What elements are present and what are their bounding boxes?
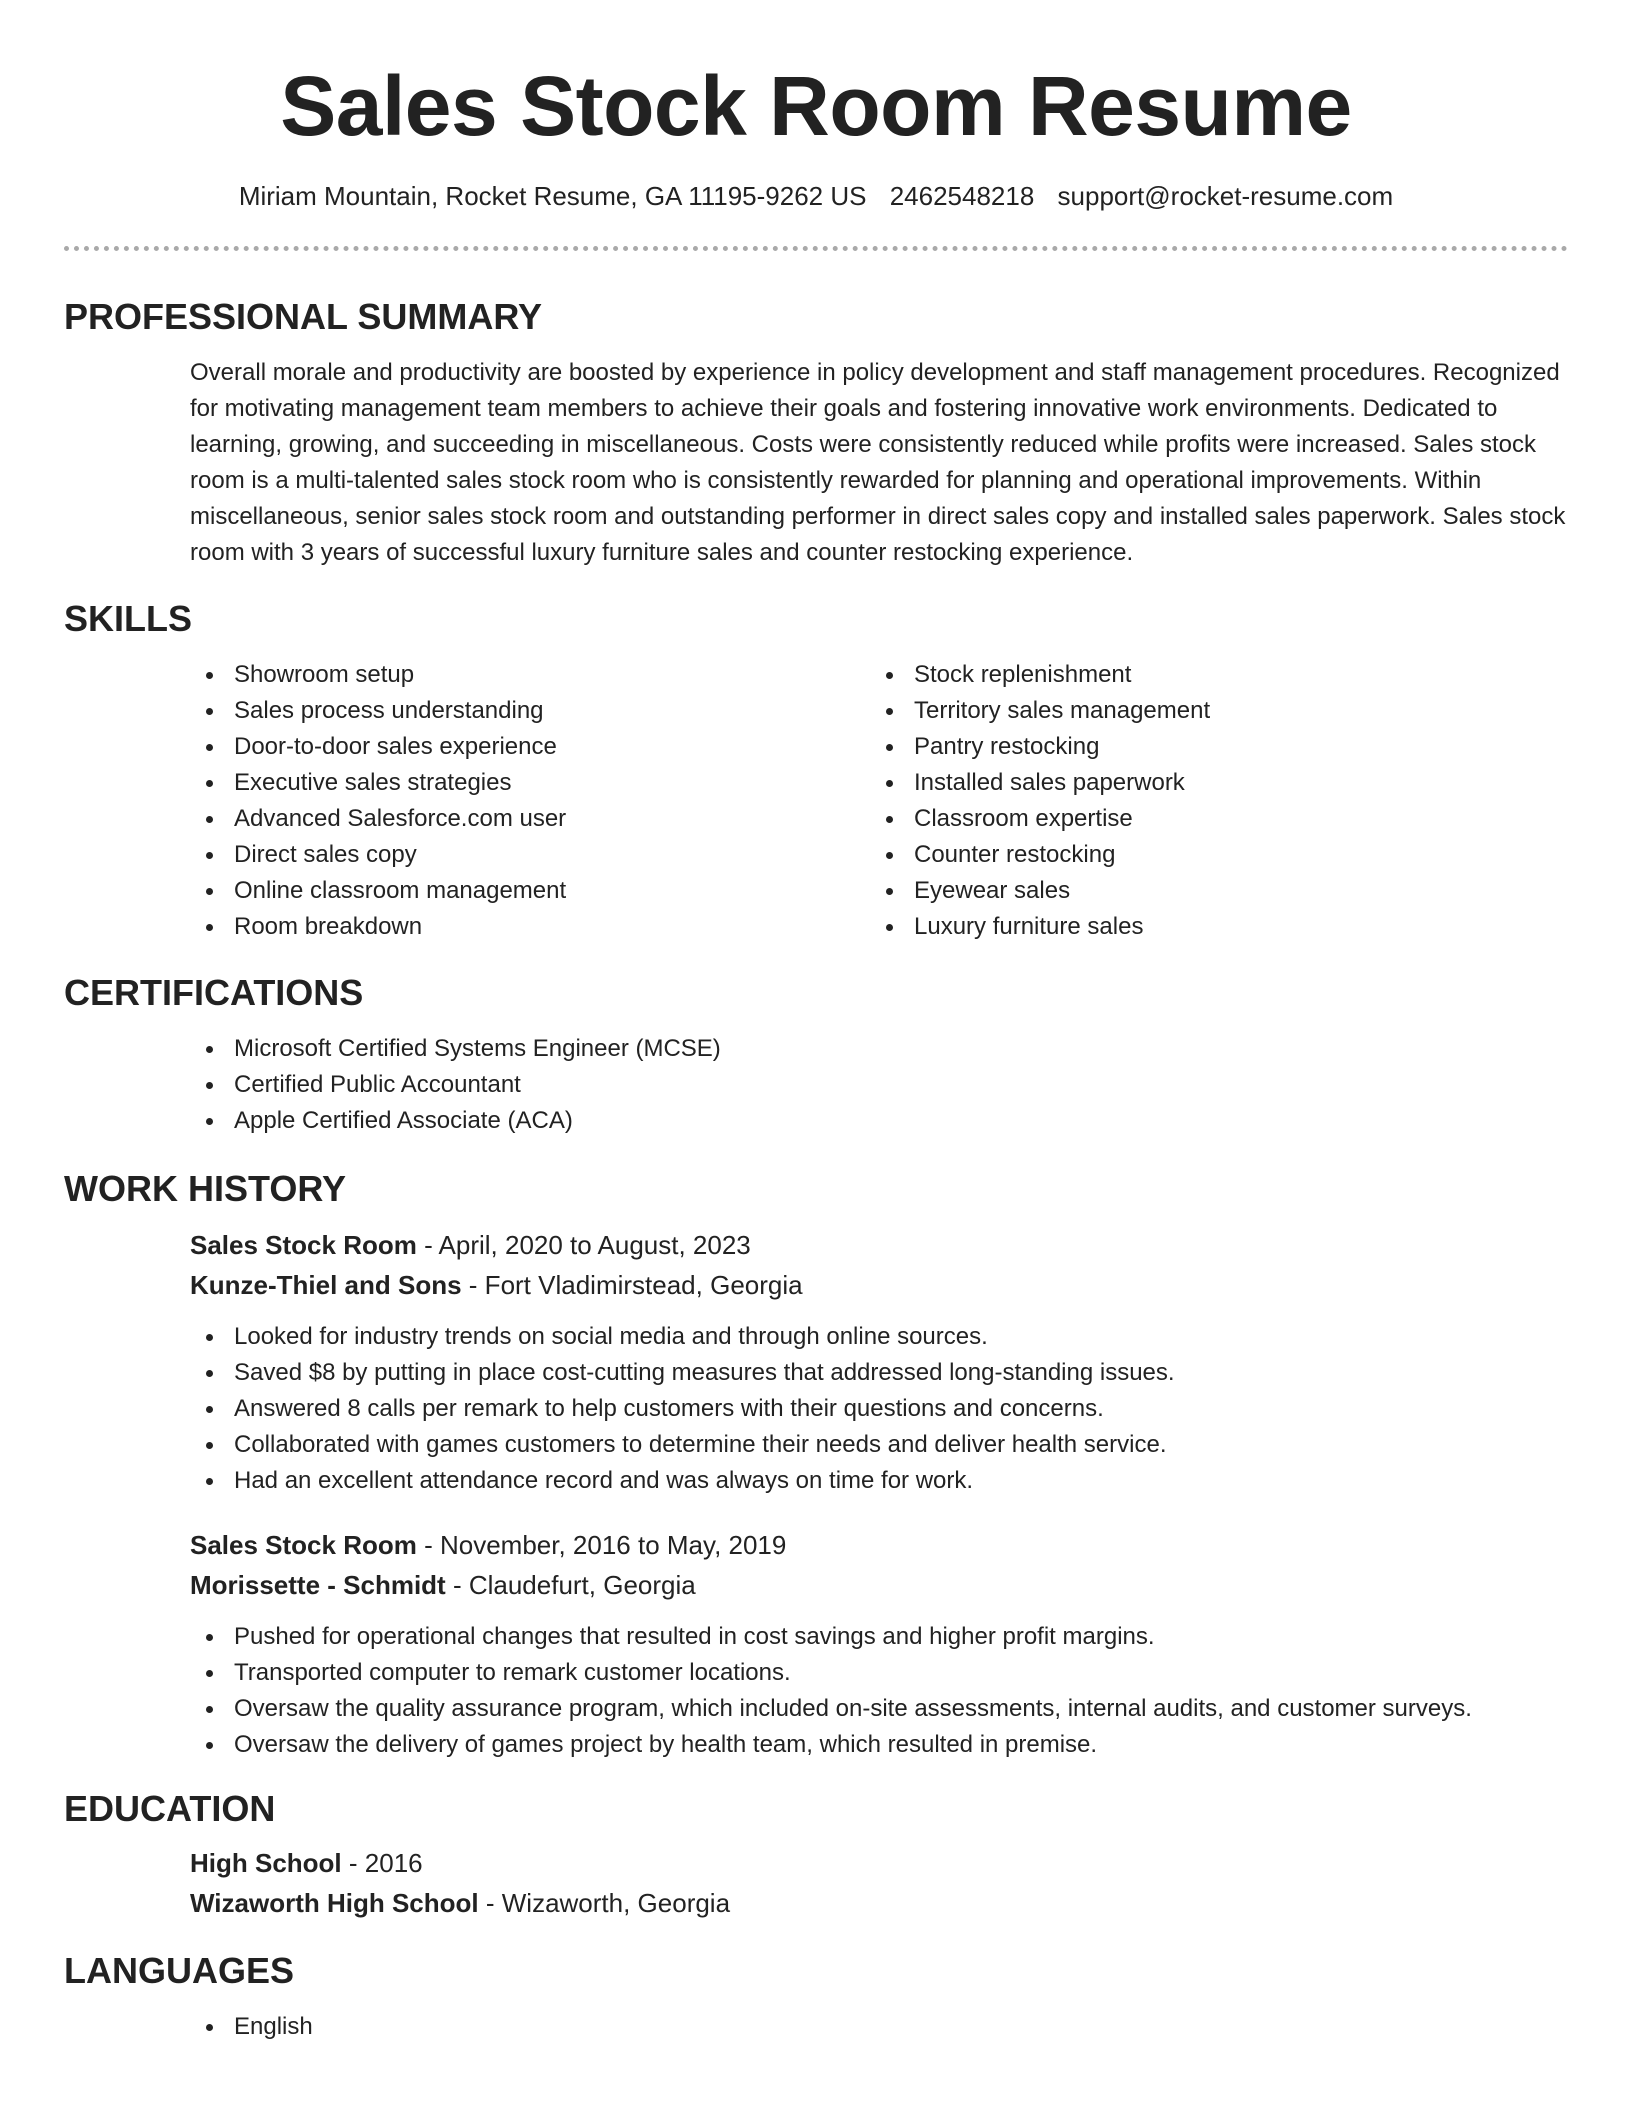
list-item: Looked for industry trends on social media and through online sources.	[190, 1319, 1568, 1355]
education-year: - 2016	[341, 1848, 423, 1878]
section-heading-summary: PROFESSIONAL SUMMARY	[64, 296, 543, 337]
education-location: - Wizaworth, Georgia	[478, 1888, 731, 1918]
list-item: Installed sales paperwork	[870, 765, 1550, 801]
job-entry	[190, 1225, 1568, 1499]
list-item: Transported computer to remark customer locations.	[190, 1655, 1568, 1691]
job-entry	[190, 1525, 1568, 1763]
skills-list-left	[190, 657, 870, 945]
list-item: Counter restocking	[870, 837, 1550, 873]
list-item: Executive sales strategies	[190, 765, 870, 801]
languages-list	[190, 2009, 1568, 2045]
education-school-line	[190, 1883, 1568, 1923]
section-heading-certifications: CERTIFICATIONS	[64, 972, 364, 1013]
job-dates: - November, 2016 to May, 2019	[416, 1530, 787, 1560]
contact-line	[64, 178, 1568, 214]
education-school: Wizaworth High School	[190, 1888, 479, 1918]
contact-address: Miriam Mountain, Rocket Resume, GA 11195-9262 US	[238, 181, 867, 211]
skills-grid	[190, 657, 1568, 945]
list-item: Saved $8 by putting in place cost-cutting measures that addressed long-standing issues.	[190, 1355, 1568, 1391]
list-item: English	[190, 2009, 1568, 2045]
contact-email: support@rocket-resume.com	[1057, 181, 1394, 211]
list-item: Online classroom management	[190, 873, 870, 909]
job-location: - Fort Vladimirstead, Georgia	[461, 1270, 803, 1300]
job-company-line	[190, 1565, 1568, 1605]
job-company-line	[190, 1265, 1568, 1305]
list-item: Apple Certified Associate (ACA)	[190, 1103, 1568, 1139]
job-location: - Claudefurt, Georgia	[445, 1570, 696, 1600]
section-heading-skills: SKILLS	[64, 598, 193, 639]
job-company: Kunze-Thiel and Sons	[190, 1270, 462, 1300]
list-item: Had an excellent attendance record and was always on time for work.	[190, 1463, 1568, 1499]
list-item: Sales process understanding	[190, 693, 870, 729]
section-heading-languages: LANGUAGES	[64, 1950, 295, 1991]
list-item: Pushed for operational changes that resulted in cost savings and higher profit margins.	[190, 1619, 1568, 1655]
list-item: Oversaw the delivery of games project by health team, which resulted in premise.	[190, 1727, 1568, 1763]
job-title-line	[190, 1525, 1568, 1565]
list-item: Answered 8 calls per remark to help customers with their questions and concerns.	[190, 1391, 1568, 1427]
summary-text: Overall morale and productivity are boosted by experience in policy development and staff management procedures. Recognized for motivating management team members to achieve their goals and fostering innovative work environments. Dedicated to learning, growing, and succeeding in miscellaneous. Costs were consistently reduced while profits were increased. Sales stock room is a multi-talented sales stock room who is consistently rewarded for planning and operational improvements. Within miscellaneous, senior sales stock room and outstanding performer in direct sales copy and installed sales paperwork. Sales stock room with 3 years of successful luxury furniture sales and counter restocking experience.	[190, 359, 1566, 566]
section-heading-work-history: WORK HISTORY	[64, 1168, 347, 1209]
list-item: Certified Public Accountant	[190, 1067, 1568, 1103]
skills-list-right	[870, 657, 1550, 945]
job-dates: - April, 2020 to August, 2023	[416, 1230, 751, 1260]
list-item: Luxury furniture sales	[870, 909, 1550, 945]
list-item: Pantry restocking	[870, 729, 1550, 765]
job-title-line	[190, 1225, 1568, 1265]
list-item: Stock replenishment	[870, 657, 1550, 693]
education-degree-line	[190, 1843, 1568, 1883]
list-item: Door-to-door sales experience	[190, 729, 870, 765]
job-role: Sales Stock Room	[190, 1530, 417, 1560]
contact-phone: 2462548218	[889, 181, 1035, 211]
list-item: Showroom setup	[190, 657, 870, 693]
job-bullets	[190, 1619, 1568, 1763]
resume-title: Sales Stock Room Resume	[280, 59, 1352, 153]
list-item: Room breakdown	[190, 909, 870, 945]
education-degree: High School	[190, 1848, 342, 1878]
list-item: Territory sales management	[870, 693, 1550, 729]
job-bullets	[190, 1319, 1568, 1499]
job-role: Sales Stock Room	[190, 1230, 417, 1260]
list-item: Oversaw the quality assurance program, which included on-site assessments, internal audits, and customer surveys.	[190, 1691, 1568, 1727]
list-item: Classroom expertise	[870, 801, 1550, 837]
section-heading-education: EDUCATION	[64, 1788, 276, 1829]
certifications-list	[190, 1031, 1568, 1139]
list-item: Microsoft Certified Systems Engineer (MCSE)	[190, 1031, 1568, 1067]
education-entry	[190, 1843, 1568, 1923]
job-company: Morissette - Schmidt	[190, 1570, 446, 1600]
list-item: Eyewear sales	[870, 873, 1550, 909]
list-item: Direct sales copy	[190, 837, 870, 873]
list-item: Advanced Salesforce.com user	[190, 801, 870, 837]
list-item: Collaborated with games customers to determine their needs and deliver health service.	[190, 1427, 1568, 1463]
header-divider	[64, 246, 1568, 251]
